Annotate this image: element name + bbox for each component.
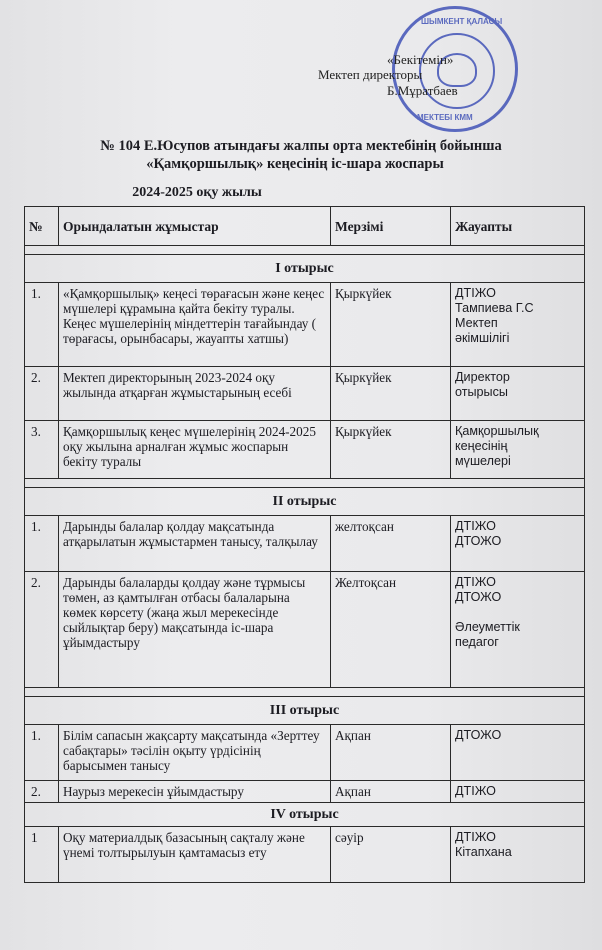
section-header: IV отырыс: [25, 803, 585, 827]
table-row: 1. Дарынды балалар қолдау мақсатында атқарылатын жұмыстармен танысу, талқылау желтоқсан ДТІЖО ДТОЖО: [25, 516, 585, 572]
approval-header: «Бекітемін»: [387, 52, 454, 67]
section-header: I отырыс: [25, 255, 585, 283]
plan-table: [24, 206, 585, 883]
approval-position: Мектеп директоры: [318, 67, 423, 82]
table-row: 2. Наурыз мерекесін ұйымдастыру Ақпан ДТІЖО: [25, 781, 585, 803]
school-year: 2024-2025 оқу жылы: [132, 185, 262, 200]
document-title: № 104 Е.Юсупов атындағы жалпы орта мектебінің бойынша: [100, 138, 502, 154]
col-header-deadline: Мерзімі: [331, 207, 451, 246]
table-row: 2. Дарынды балаларды қолдау және тұрмысы төмен, аз қамтылған отбасы балаларына көмек көрсету (жаңа жыл мерекесінде сыйлықтар беру) мақсатында іс-шара ұйымдастыру Желтоқсан ДТІЖО ДТОЖО Әлеуметтік педагог: [25, 572, 585, 688]
table-row: 1. Білім сапасын жақсарту мақсатында «Зерттеу сабақтары» тәсілін оқыту үрдісінің барысымен танысу Ақпан ДТОЖО: [25, 725, 585, 781]
section-header: II отырыс: [25, 488, 585, 516]
approval-signatory: Б.Мұратбаев: [387, 83, 458, 98]
col-header-activities: Орындалатын жұмыстар: [59, 207, 331, 246]
col-header-number: №: [25, 207, 59, 246]
table-row: 2. Мектеп директорының 2023-2024 оқу жылында атқарған жұмыстарының есебі Қыркүйек Директор отырысы: [25, 367, 585, 421]
table-row: 1. «Қамқоршылық» кеңесі төрағасын және кеңес мүшелері құрамына қайта бекіту туралы. Кеңес мүшелерінің міндеттерін тағайындау ( төрағасы, орынбасары, жауапты хатшы) Қыркүйек ДТІЖО Тампиева Г.С Мектеп әкімшілігі: [25, 283, 585, 367]
table-row: 1 Оқу материалдық базасының сақталу және үнемі толтырылуын қамтамасыз ету сәуір ДТІЖО Кітапхана: [25, 827, 585, 883]
table-row: 3. Қамқоршылық кеңес мүшелерінің 2024-2025 оқу жылына арналған жұмыс жоспарын бекіту туралы Қыркүйек Қамқоршылық кеңесінің мүшелері: [25, 421, 585, 479]
section-header: III отырыс: [25, 697, 585, 725]
col-header-responsible: Жауапты: [451, 207, 585, 246]
document-subtitle: «Қамқоршылық» кеңесінің іс-шара жоспары: [146, 156, 444, 172]
official-stamp: ШЫМКЕНТ ҚАЛАСЫ МЕКТЕБІ КММ: [392, 6, 518, 132]
table-header-row: [25, 207, 585, 246]
